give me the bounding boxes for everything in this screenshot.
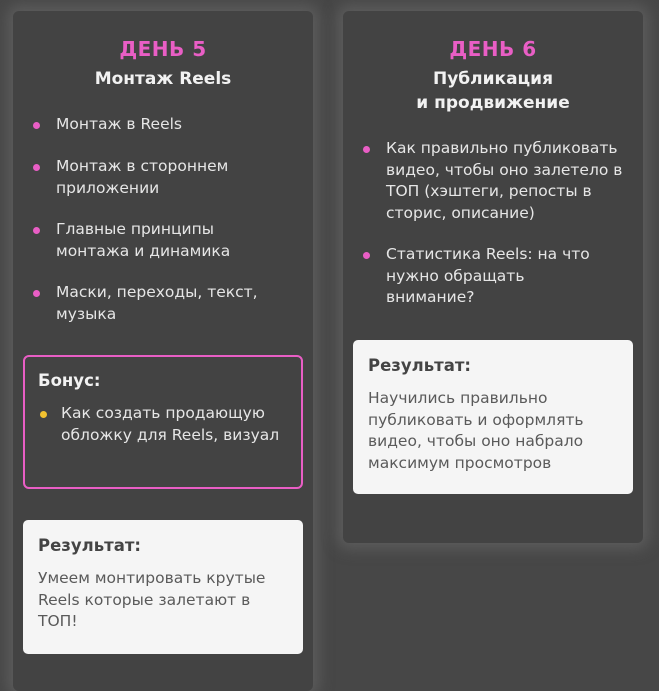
- result-title: Результат:: [368, 356, 472, 375]
- bullet-icon: [40, 411, 47, 418]
- day-label: ДЕНЬ 6: [449, 37, 537, 61]
- bullet-icon: [33, 122, 40, 129]
- list-item: Монтаж в стороннем приложении: [56, 156, 256, 199]
- bonus-box: [23, 355, 303, 489]
- bullet-icon: [33, 227, 40, 234]
- bullet-icon: [33, 290, 40, 297]
- list-item: Маски, переходы, текст, музыка: [56, 282, 266, 325]
- day-title: Публикация и продвижение: [416, 69, 570, 113]
- list-item: Как правильно публиковать видео, чтобы оно залетело в ТОП (хэштеги, репосты в сторис, описание): [386, 138, 631, 224]
- result-text: Научились правильно публиковать и оформлять видео, чтобы оно набрало максимум просмотров: [368, 389, 584, 472]
- list-item: Статистика Reels: на что нужно обращать внимание?: [386, 244, 596, 309]
- list-item: Главные принципы монтажа и динамика: [56, 219, 256, 262]
- day-label: ДЕНЬ 5: [119, 37, 207, 61]
- bullet-icon: [363, 146, 370, 153]
- bullet-icon: [33, 164, 40, 171]
- result-box: [353, 340, 633, 494]
- result-box: [23, 520, 303, 654]
- list-item: Монтаж в Reels: [56, 114, 306, 136]
- result-title: Результат:: [38, 536, 142, 555]
- day-5-card: [13, 11, 313, 691]
- day-6-card: [343, 11, 643, 543]
- bullet-icon: [363, 252, 370, 259]
- bonus-title: Бонус:: [38, 371, 101, 390]
- result-text: Умеем монтировать крутые Reels которые залетают в ТОП!: [38, 569, 266, 630]
- bonus-item: Как создать продающую обложку для Reels, визуал: [61, 403, 291, 446]
- day-title: Монтаж Reels: [94, 69, 232, 89]
